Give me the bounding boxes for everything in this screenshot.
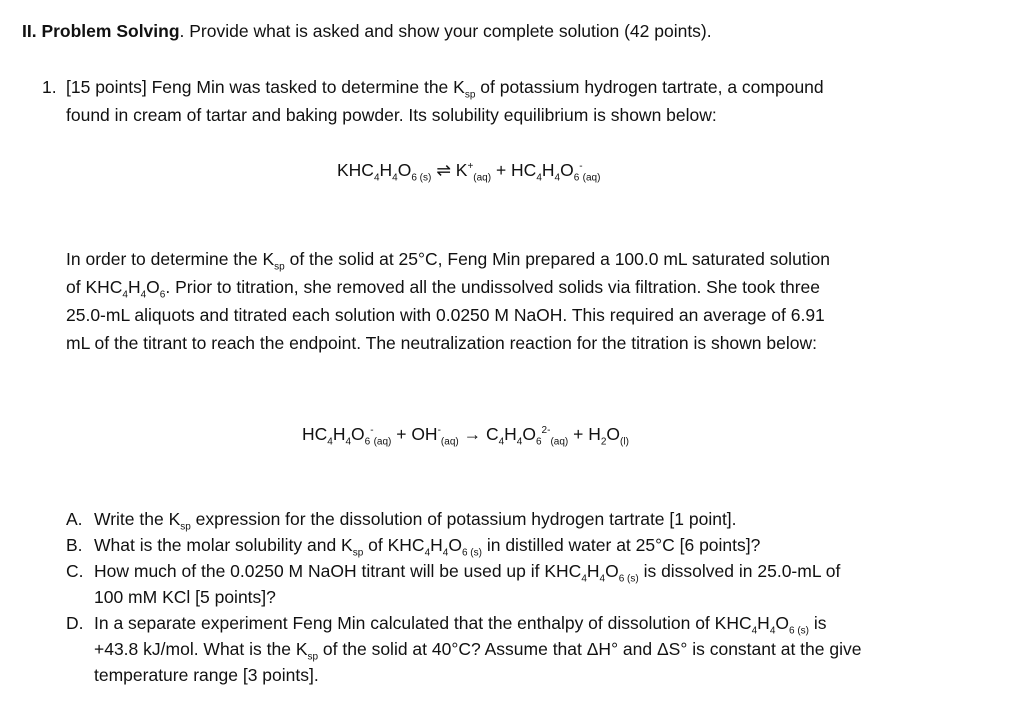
text: O [351,424,365,444]
text: is dissolved in 25.0-mL of [638,561,841,581]
text: + [491,160,512,180]
text: O [146,277,160,297]
text: O [606,424,621,444]
subscript: 4 [536,172,542,184]
subscript: 6 (s) [618,573,639,585]
question-b-label: B. [66,535,83,555]
equilibrium-arrow: ⇌ [431,160,456,180]
text: expression for the dissolution of potassium hydrogen tartrate [1 point]. [190,509,737,529]
text: H [127,277,141,297]
state-label: (l) [620,436,629,448]
subscript: 4 [516,436,523,448]
state-label: (aq) [440,436,459,448]
state-label: (aq) [473,172,492,184]
question-d-line-2 [94,638,862,663]
question-d-label: D. [66,613,84,633]
subscript: 4 [554,172,561,184]
text: H [379,160,393,180]
question-b [94,534,761,559]
charge: 2- [541,425,551,437]
reaction-arrow: → [458,424,486,444]
subscript: 6 (s) [461,547,482,559]
problem-number: 1. [42,77,57,97]
text: How much of the 0.0250 M NaOH titrant will be used up if KHC [94,561,582,581]
subscript: 4 [769,625,776,637]
text: O [775,613,789,633]
paragraph-line-2 [66,276,820,301]
text: C [485,424,499,444]
text: of KHC [363,535,425,555]
state-label: (aq) [550,436,569,448]
charge: - [437,425,441,437]
subscript: 6 [411,172,417,184]
text: of KHC [66,277,123,297]
question-a-label: A. [66,509,83,529]
subscript: sp [307,651,319,663]
text: HC [302,424,328,444]
problem-intro-line-2: found in cream of tartar and baking powder. Its solubility equilibrium is shown below: [66,105,717,125]
section-title: II. Problem Solving [22,21,180,41]
text: + H [568,424,601,444]
subscript: 6 [159,289,166,301]
text: H [586,561,600,581]
subscript: 4 [581,573,587,585]
text: In order to determine the K [66,249,275,269]
problem-intro-line-1 [66,76,824,101]
subscript: 6 (s) [789,625,809,637]
text: O [448,535,462,555]
subscript: 4 [140,289,147,301]
solubility-equilibrium-equation [337,160,601,184]
text: H [504,424,517,444]
question-c-label: C. [66,561,84,581]
subscript: 4 [498,436,505,448]
subscript: 4 [373,172,380,184]
question-d-line-3: temperature range [3 points]. [94,665,319,685]
paragraph-line-3: 25.0-mL aliquots and titrated each solution with 0.0250 M NaOH. This required an average of 6.91 [66,305,825,325]
question-c-line-2: 100 mM KCl [5 points]? [94,587,276,607]
subscript: 4 [345,436,352,448]
text: K [455,160,468,180]
subscript: 4 [122,289,128,301]
text: in distilled water at 25°C [6 points]? [481,535,761,555]
subscript: 6 [535,436,542,448]
subscript: 6 [364,436,371,448]
text: What is the molar solubility and K [94,535,353,555]
text: O [560,160,574,180]
paragraph-line-4: mL of the titrant to reach the endpoint. The neutralization reaction for the titration is shown below: [66,333,817,353]
text: In a separate experiment Feng Min calculated that the enthalpy of dissolution of KHC [94,613,752,633]
subscript: 4 [424,547,431,559]
text: of potassium hydrogen tartrate, a compound [475,77,824,97]
charge: + [467,161,474,173]
section-header [22,20,712,42]
text: H [332,424,346,444]
subscript: 6 [573,172,580,184]
text: . Prior to titration, she removed all the undissolved solids via filtration. She took three [165,277,820,297]
question-c-line-1 [94,560,841,585]
subscript: sp [352,547,364,559]
neutralization-equation [302,424,629,448]
text: O [522,424,536,444]
question-d-line-1 [94,612,827,637]
subscript: 4 [327,436,333,448]
text: KHC [337,160,374,180]
subscript: 4 [392,172,398,184]
text: Write the K [94,509,181,529]
paragraph-line-1 [66,248,831,273]
subscript: sp [464,89,476,101]
state-label: (aq) [373,436,392,448]
text: H [757,613,770,633]
text: HC [511,160,537,180]
text: is [809,613,827,633]
text: H [541,160,555,180]
text: +43.8 kJ/mol. What is the K [94,639,308,659]
subscript: 4 [442,547,449,559]
section-instructions: . Provide what is asked and show your complete solution (42 points). [179,21,712,41]
charge: - [370,425,374,437]
question-a [94,508,737,533]
state-label: (s) [416,172,432,184]
text: H [430,535,443,555]
text: + OH [391,424,438,444]
text: of the solid at 25°C, Feng Min prepared a 100.0 mL saturated solution [284,249,831,269]
subscript: 2 [600,436,607,448]
subscript: sp [180,521,191,533]
text: O [605,561,619,581]
text: [15 points] Feng Min was tasked to determine the K [66,77,465,97]
state-label: (aq) [582,172,601,184]
charge: - [579,161,583,173]
text: of the solid at 40°C? Assume that ΔH° and ΔS° is constant at the give [318,639,862,659]
subscript: 4 [599,573,606,585]
text: O [397,160,412,180]
subscript: 4 [751,625,758,637]
subscript: sp [274,261,285,273]
